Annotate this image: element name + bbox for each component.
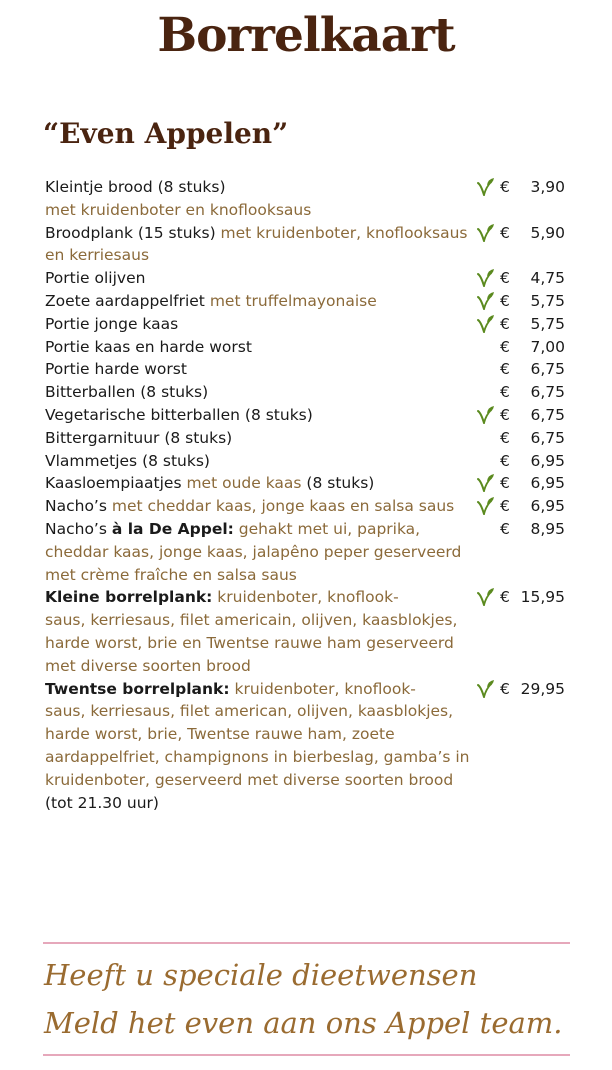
currency-symbol: € bbox=[500, 291, 510, 310]
currency-symbol: € bbox=[500, 337, 510, 356]
menu-item-description bbox=[45, 176, 485, 222]
menu-item-description bbox=[45, 586, 485, 677]
price: 6,95 bbox=[530, 451, 565, 470]
item-detail-text: met kruidenboter en knoflooksaus bbox=[45, 200, 312, 219]
currency-symbol: € bbox=[500, 178, 510, 196]
item-name: Nacho’s bbox=[45, 519, 112, 538]
leaf-v-icon bbox=[476, 223, 495, 243]
price: 4,75 bbox=[530, 269, 565, 288]
price: 7,00 bbox=[530, 337, 565, 356]
item-name: Vegetarische bitterballen (8 stuks) bbox=[45, 405, 313, 424]
menu-item bbox=[45, 222, 575, 268]
menu-item bbox=[45, 176, 575, 222]
item-name-bold: Twentse borrelplank: bbox=[45, 679, 230, 698]
menu-item bbox=[45, 450, 575, 473]
menu-item bbox=[45, 290, 575, 313]
menu-item-description bbox=[45, 222, 485, 268]
item-name-bold: Kleine borrelplank: bbox=[45, 588, 213, 607]
menu-item bbox=[45, 336, 575, 359]
divider-bottom bbox=[43, 1054, 570, 1056]
currency-symbol: € bbox=[500, 679, 510, 698]
menu-item-description bbox=[45, 290, 485, 313]
menu-item-description bbox=[45, 518, 485, 586]
currency-symbol: € bbox=[500, 405, 510, 424]
item-name: Bitterballen (8 stuks) bbox=[45, 383, 209, 402]
menu-item bbox=[45, 404, 575, 427]
menu-item bbox=[45, 586, 575, 677]
price: 6,95 bbox=[530, 474, 565, 493]
menu-item-description bbox=[45, 495, 485, 518]
leaf-v-icon bbox=[476, 177, 495, 197]
price: 8,95 bbox=[530, 519, 565, 538]
item-name: Zoete aardappelfriet bbox=[45, 291, 210, 310]
leaf-v-icon bbox=[476, 496, 495, 516]
item-name: (tot 21.30 uur) bbox=[45, 793, 159, 812]
item-name-bold: à la De Appel: bbox=[111, 519, 234, 538]
leaf-v-icon bbox=[476, 679, 495, 699]
leaf-v-icon bbox=[476, 314, 495, 334]
currency-symbol: € bbox=[500, 451, 510, 470]
menu-item-description bbox=[45, 267, 485, 290]
leaf-v-icon bbox=[476, 405, 495, 425]
section-title: “Even Appelen” bbox=[43, 117, 289, 150]
menu-item bbox=[45, 678, 575, 815]
menu-item-description bbox=[45, 381, 485, 404]
item-name: Kaasloempiaatjes bbox=[45, 474, 187, 493]
currency-symbol: € bbox=[500, 269, 510, 288]
price: 5,75 bbox=[530, 291, 565, 310]
item-name: Bittergarnituur (8 stuks) bbox=[45, 428, 233, 447]
menu-item bbox=[45, 495, 575, 518]
item-name: Broodplank (15 stuks) bbox=[45, 223, 221, 242]
price: 15,95 bbox=[520, 588, 565, 607]
item-detail-text: kruidenboter, knoflook- bbox=[212, 588, 399, 607]
price: 3,90 bbox=[530, 178, 565, 196]
menu-item bbox=[45, 313, 575, 336]
menu-item bbox=[45, 472, 575, 495]
leaf-v-icon bbox=[476, 291, 495, 311]
item-name: (8 stuks) bbox=[301, 474, 375, 493]
currency-symbol: € bbox=[500, 497, 510, 516]
menu-item bbox=[45, 267, 575, 290]
item-name: Nacho’s bbox=[45, 497, 112, 516]
price: 6,75 bbox=[530, 428, 565, 447]
item-name: Vlammetjes (8 stuks) bbox=[45, 451, 210, 470]
leaf-v-icon bbox=[476, 587, 495, 607]
currency-symbol: € bbox=[500, 383, 510, 402]
menu-item-description bbox=[45, 678, 485, 815]
item-name: Portie olijven bbox=[45, 269, 146, 288]
divider-top bbox=[43, 942, 570, 944]
price: 6,95 bbox=[530, 497, 565, 516]
price: 6,75 bbox=[530, 405, 565, 424]
price: 6,75 bbox=[530, 360, 565, 379]
menu-item-description bbox=[45, 313, 485, 336]
menu-list bbox=[45, 176, 575, 814]
menu-item bbox=[45, 358, 575, 381]
page-title: Borrelkaart bbox=[157, 8, 455, 63]
menu-item-description bbox=[45, 472, 485, 495]
item-detail-text: saus, kerriesaus, filet american, olijven, kaasblokjes, harde worst, brie, Twentse rauwe ham, zoete aardappelfriet, champignons in bierbeslag, gamba’s in kruidenboter, geserveerd met diverse soorten brood bbox=[45, 702, 470, 789]
currency-symbol: € bbox=[500, 223, 510, 242]
price: 5,90 bbox=[530, 223, 565, 242]
currency-symbol: € bbox=[500, 588, 510, 607]
diet-note-line-2: Meld het even aan ons Appel team. bbox=[44, 1006, 563, 1040]
currency-symbol: € bbox=[500, 519, 510, 538]
menu-item-description bbox=[45, 358, 485, 381]
menu-item bbox=[45, 518, 575, 586]
item-detail-text: saus, kerriesaus, filet americain, olijven, kaasblokjes, harde worst, brie en Twentse rauwe ham geserveerd met diverse soorten brood bbox=[45, 611, 458, 675]
item-detail-text: met truffelmayonaise bbox=[209, 291, 377, 310]
menu-item-description bbox=[45, 427, 485, 450]
diet-note-line-1: Heeft u speciale dieetwensen bbox=[44, 958, 478, 992]
price: 29,95 bbox=[520, 679, 565, 698]
item-detail-text: met kruidenboter, knoflooksaus en kerriesaus bbox=[45, 223, 468, 265]
diet-note bbox=[44, 951, 563, 1047]
menu-item-description bbox=[45, 336, 485, 359]
item-name: Portie jonge kaas bbox=[45, 314, 179, 333]
menu-item bbox=[45, 381, 575, 404]
leaf-v-icon bbox=[476, 268, 495, 288]
currency-symbol: € bbox=[500, 360, 510, 379]
item-name: Portie harde worst bbox=[45, 360, 187, 379]
leaf-v-icon bbox=[476, 473, 495, 493]
item-detail-text: gehakt met ui, paprika, cheddar kaas, jonge kaas, jalapêno peper geserveerd met crème fraîche en salsa saus bbox=[45, 519, 462, 584]
item-detail-text: met oude kaas bbox=[186, 474, 302, 493]
item-name: Kleintje brood (8 stuks) bbox=[45, 178, 226, 196]
currency-symbol: € bbox=[500, 428, 510, 447]
price: 6,75 bbox=[530, 383, 565, 402]
menu-item bbox=[45, 427, 575, 450]
currency-symbol: € bbox=[500, 314, 510, 333]
currency-symbol: € bbox=[500, 474, 510, 493]
item-name: Portie kaas en harde worst bbox=[45, 337, 252, 356]
menu-item-description bbox=[45, 404, 485, 427]
menu-item-description bbox=[45, 450, 485, 473]
price: 5,75 bbox=[530, 314, 565, 333]
item-detail-text: kruidenboter, knoflook- bbox=[229, 679, 416, 698]
item-detail-text: met cheddar kaas, jonge kaas en salsa saus bbox=[111, 497, 455, 516]
